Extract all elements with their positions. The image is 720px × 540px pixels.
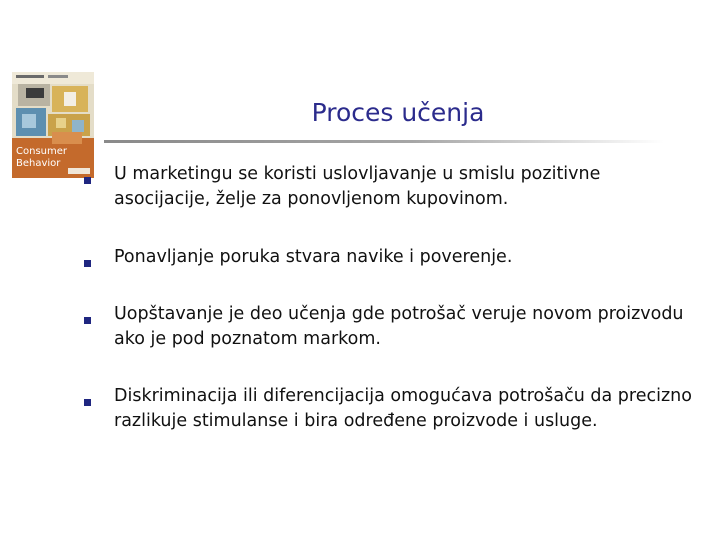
book-title-line2: Behavior bbox=[16, 158, 61, 169]
bullet-item bbox=[82, 162, 702, 212]
square-bullet-icon bbox=[84, 260, 91, 267]
bullet-item bbox=[82, 302, 702, 352]
bullet-text: Uopštavanje je deo učenja gde potrošač veruje novom proizvodu ako je pod poznatom markom. bbox=[114, 304, 684, 349]
square-bullet-icon bbox=[84, 177, 91, 184]
bullet-item bbox=[82, 245, 702, 270]
bullet-text: Ponavljanje poruka stvara navike i poverenje. bbox=[114, 247, 513, 267]
bullet-text: U marketingu se koristi uslovljavanje u smislu pozitivne asocijacije, želje za ponovljenom kupovinom. bbox=[114, 164, 601, 209]
bullet-text: Diskriminacija ili diferencijacija omogućava potrošaču da precizno razlikuje stimulanse i bira određene proizvode i usluge. bbox=[114, 386, 692, 431]
book-title-line1: Consumer bbox=[16, 146, 67, 157]
square-bullet-icon bbox=[84, 317, 91, 324]
title-divider bbox=[104, 140, 664, 143]
bullet-item bbox=[82, 384, 702, 434]
square-bullet-icon bbox=[84, 399, 91, 406]
slide-title: Proces učenja bbox=[311, 98, 485, 127]
